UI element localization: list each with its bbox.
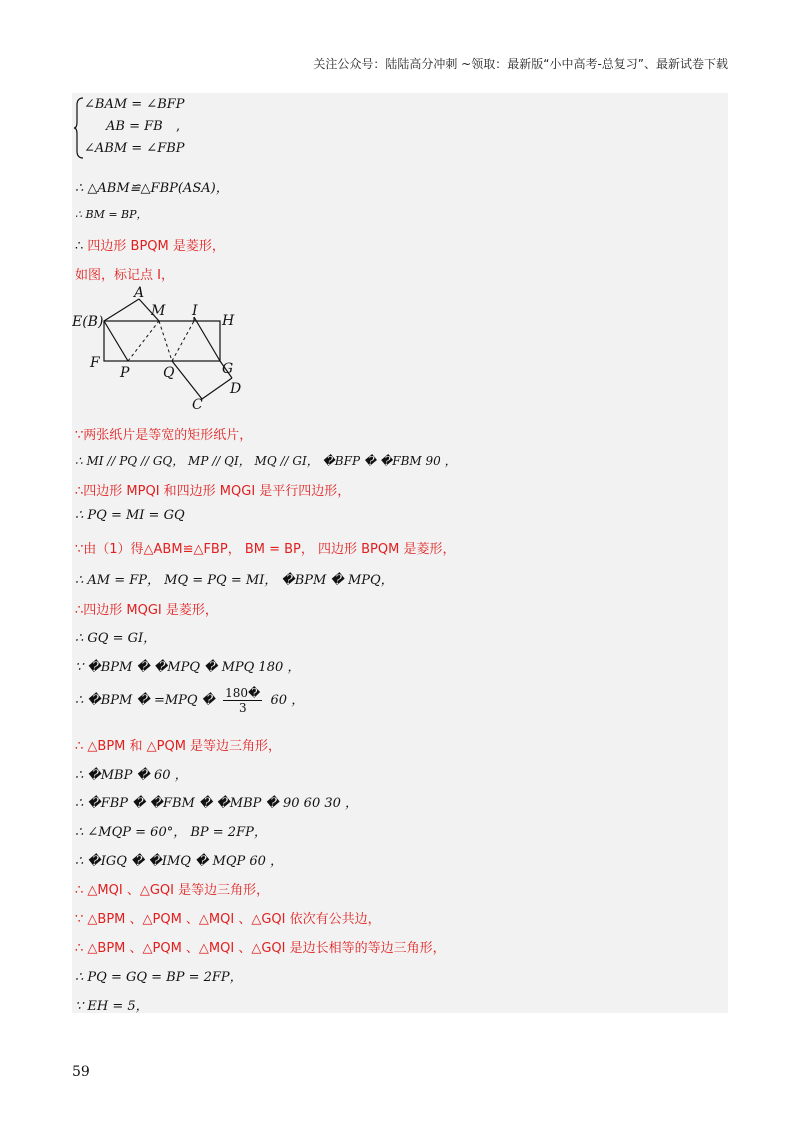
step-igq-60: ∴ �IGQ � �IMQ � MQP 60 ， — [75, 854, 284, 869]
step-fbp-30: ∴ �FBP � �FBM � �MBP � 90 60 30 ， — [75, 796, 359, 811]
solution-content — [72, 93, 728, 1013]
equation-system — [72, 93, 372, 163]
equation-tail: , — [176, 119, 181, 134]
step-angle-sum: ∵ �BPM � �MPQ � MPQ 180 ， — [75, 660, 301, 675]
equation-3: ∠ABM = ∠FBP — [84, 141, 185, 156]
label-f: F — [90, 355, 100, 371]
segment-ig — [194, 317, 220, 361]
step-am-fp: ∴ AM = FP， MQ = PQ = MI， �BPM � MPQ， — [75, 573, 394, 588]
segment-cd — [202, 378, 232, 399]
label-i: I — [192, 303, 198, 319]
fraction-180-3 — [223, 686, 262, 715]
segment-ba — [104, 299, 139, 321]
dashed-qi — [172, 321, 194, 361]
geometry-figure — [72, 285, 272, 410]
label-c: C — [192, 397, 203, 410]
equation-1: ∠BAM = ∠BFP — [84, 97, 185, 112]
segment-bp — [104, 321, 128, 361]
step-congruence: ∴ △ABM≌△FBP(ASA)， — [75, 181, 229, 196]
left-brace-icon — [74, 97, 84, 159]
label-h: H — [222, 313, 235, 329]
label-a: A — [134, 285, 145, 301]
label-g: G — [222, 361, 234, 377]
step-pq-2fp: ∴ PQ = GQ = BP = 2FP， — [75, 970, 243, 985]
step-from-part1: ∵由（1）得△ABM≌△FBP， BM = BP， 四边形 BPQM 是菱形， — [75, 542, 456, 557]
step-pq-mi-gq: ∴ PQ = MI = GQ — [75, 508, 185, 523]
rhombus-statement: 四边形 BPQM 是菱形， — [87, 239, 225, 254]
step-mqgi-rhombus: ∴四边形 MQGI 是菱形， — [75, 603, 218, 618]
dashed-mq — [159, 321, 172, 361]
fraction-denominator: 3 — [238, 701, 247, 715]
step-parallelograms: ∴四边形 MPQI 和四边形 MQGI 是平行四边形， — [75, 484, 351, 499]
step-common-sides: ∵ △BPM 、△PQM 、△MQI 、△GQI 依次有公共边， — [75, 912, 381, 927]
rectangle-ehgf — [104, 321, 220, 361]
page-number: 59 — [72, 1064, 90, 1080]
label-p: P — [120, 365, 130, 381]
step-mbp-60: ∴ �MBP � 60 ， — [75, 768, 188, 783]
angle-result: 60 ， — [270, 693, 305, 708]
step-mqp-60: ∴ ∠MQP = 60°， BP = 2FP， — [75, 825, 267, 840]
therefore-symbol: ∴ — [75, 239, 88, 254]
label-m: M — [151, 303, 166, 319]
step-rhombus — [75, 235, 225, 254]
step-equal-width: ∵两张纸片是等宽的矩形纸片， — [75, 428, 253, 443]
label-d: D — [230, 381, 242, 397]
step-angle-60 — [75, 686, 304, 715]
equation-2: AB = FB — [106, 119, 163, 134]
step-equilateral-2: ∴ △MQI 、△GQI 是等边三角形， — [75, 883, 270, 898]
step-gq-gi: ∴ GQ = GI， — [75, 631, 157, 646]
mark-point-i: 如图，标记点 I， — [75, 268, 174, 283]
fraction-numerator: 180� — [225, 686, 261, 700]
step-parallels: ∴ MI // PQ // GQ， MP // QI， MQ // GI， �BFP � �FBM 90 ， — [75, 454, 457, 468]
label-eb: E(B) — [72, 314, 104, 330]
step-bm-bp: ∴ BM = BP， — [75, 208, 148, 221]
step-equal-sides: ∴ △BPM 、△PQM 、△MQI 、△GQI 是边长相等的等边三角形， — [75, 941, 446, 956]
label-q: Q — [163, 365, 175, 381]
step-eh-5: ∵ EH = 5， — [75, 999, 149, 1014]
segment-qc — [172, 361, 202, 399]
angle-expression: ∴ �BPM � =MPQ � — [75, 693, 216, 708]
step-equilateral-1: ∴ △BPM 和 △PQM 是等边三角形， — [75, 739, 282, 754]
dashed-pm — [128, 321, 159, 361]
page-header: 关注公众号：陆陆高分冲刺 ~领取：最新版“小中高考-总复习”、最新试卷下载 — [313, 57, 728, 71]
